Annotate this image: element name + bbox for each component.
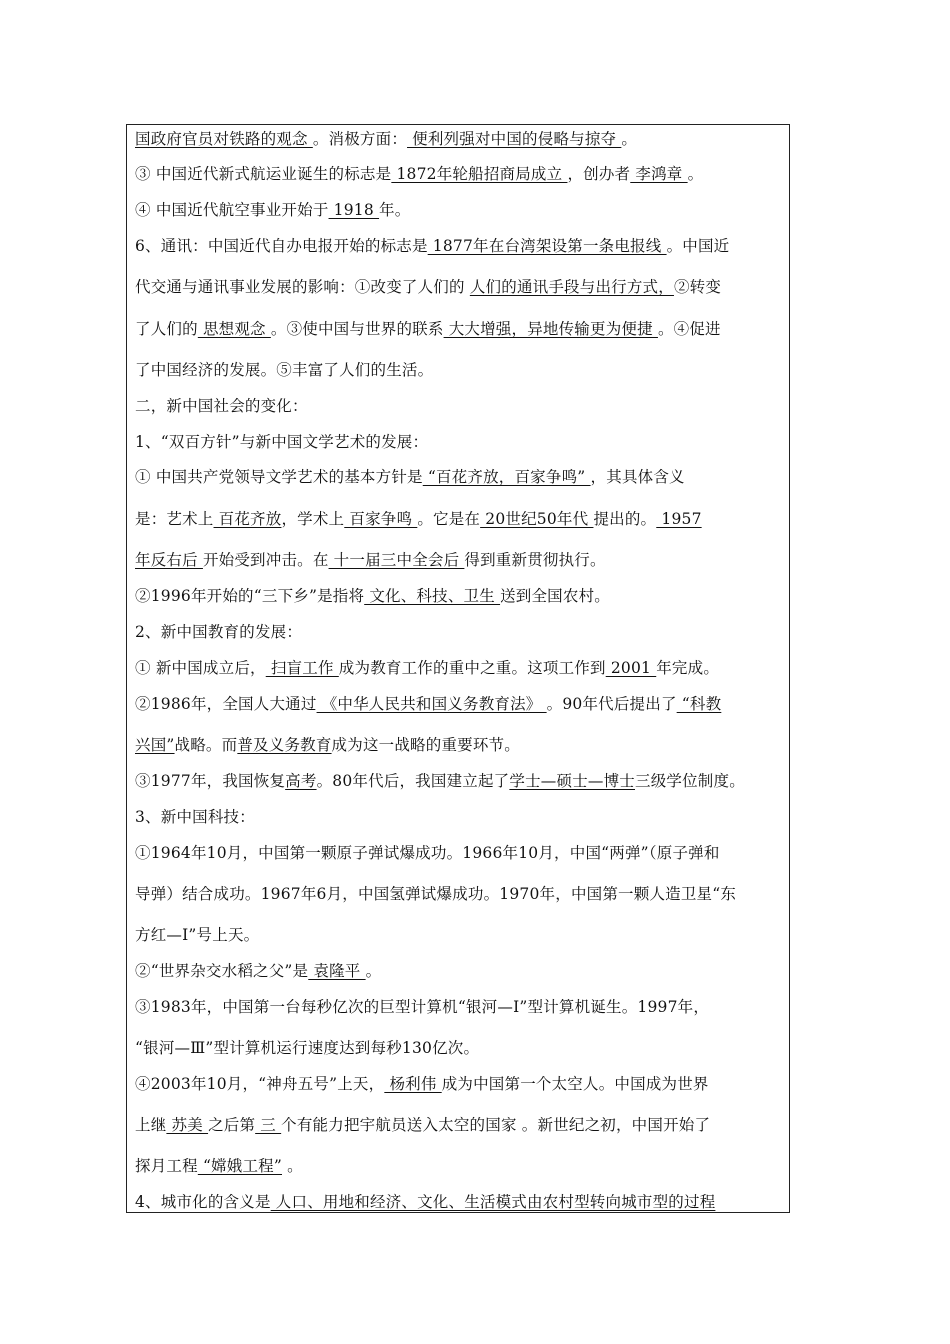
- text-line: [135, 200, 785, 220]
- text-segment: ，学术上: [281, 510, 345, 528]
- text-segment: 方红—Ⅰ”号上天。: [135, 926, 260, 944]
- text-segment: ②“世界杂交水稻之父”是: [135, 962, 309, 980]
- text-segment: ②1996年开始的“三下乡”是指将: [135, 587, 365, 605]
- text-segment: 。90年代后提出了: [546, 695, 677, 713]
- text-segment: 。消极方面：: [312, 130, 408, 148]
- underlined-answer: 《中华人民共和国义务教育法》: [316, 695, 547, 713]
- underlined-answer: 百花齐放: [213, 510, 282, 528]
- underlined-answer: 普及义务教育: [237, 736, 332, 754]
- text-line: [135, 319, 785, 339]
- underlined-answer: 兴国”: [135, 736, 175, 754]
- text-line: [135, 509, 785, 529]
- text-segment: 。80年代后，我国建立起了: [316, 772, 510, 790]
- text-segment: 之后第: [208, 1116, 256, 1134]
- underlined-answer: “百花齐放，百家争鸣”: [422, 468, 591, 486]
- text-segment: ④2003年10月，“神舟五号”上天，: [135, 1075, 385, 1093]
- text-segment: ②转变: [673, 278, 722, 296]
- text-line: [135, 277, 785, 297]
- text-line: [135, 467, 785, 487]
- text-line: [135, 771, 785, 791]
- text-segment: 开始受到冲击。在: [202, 551, 329, 569]
- text-segment: ，其具体含义: [590, 468, 685, 486]
- text-segment: 上继: [135, 1116, 167, 1134]
- underlined-answer: 苏美: [166, 1116, 209, 1134]
- text-segment: 。: [282, 1157, 303, 1175]
- text-line: [135, 1074, 785, 1094]
- text-segment: 成为这一战略的重要环节。: [331, 736, 520, 754]
- text-line: [135, 843, 785, 863]
- underlined-answer: 人口、用地和经济、文化、生活模式由农村型转向城市型的过程: [270, 1193, 716, 1211]
- text-line: [135, 550, 785, 570]
- text-line: [135, 1192, 785, 1212]
- underlined-answer: 百家争鸣: [344, 510, 418, 528]
- underlined-answer: 便利列强对中国的侵略与掠夺: [407, 130, 622, 148]
- text-segment: ③ 中国近代新式航运业诞生的标志是: [135, 165, 392, 183]
- text-line: [135, 432, 785, 452]
- text-line: [135, 129, 785, 149]
- text-line: [135, 884, 785, 904]
- text-line: [135, 997, 785, 1017]
- text-segment: 。④促进: [657, 320, 721, 338]
- underlined-answer: 高考: [285, 772, 317, 790]
- underlined-answer: 文化、科技、卫生: [364, 587, 501, 605]
- text-segment: 年。: [379, 201, 411, 219]
- underlined-answer: 学士—硕士—博士: [509, 772, 635, 790]
- text-segment: 。: [687, 165, 704, 183]
- underlined-answer: 大大增强，异地传输更为便捷: [443, 320, 658, 338]
- text-segment: 导弹）结合成功。1967年6月，中国氢弹试爆成功。1970年，中国第一颗人造卫星“东: [135, 885, 737, 903]
- underlined-answer: 十一届三中全会后: [328, 551, 465, 569]
- text-segment: 。中国近: [666, 237, 730, 255]
- underlined-answer: 袁隆平: [308, 962, 366, 980]
- underlined-answer: 三: [255, 1116, 282, 1134]
- text-line: [135, 694, 785, 714]
- text-segment: 了中国经济的发展。⑤丰富了人们的生活。: [135, 361, 434, 379]
- underlined-answer: 20世纪50年代: [480, 510, 594, 528]
- underlined-answer: 人们的通讯手段与出行方式，: [469, 278, 674, 296]
- text-line: [135, 658, 785, 678]
- underlined-answer: 2001: [605, 659, 657, 677]
- text-line: [135, 925, 785, 945]
- text-line: [135, 360, 785, 380]
- text-segment: ④ 中国近代航空事业开始于: [135, 201, 329, 219]
- text-segment: 。: [621, 130, 638, 148]
- text-segment: ③1977年，我国恢复: [135, 772, 286, 790]
- underlined-answer: “科教: [676, 695, 722, 713]
- text-segment: 2、新中国教育的发展：: [135, 623, 303, 641]
- text-segment: ②1986年，全国人大通过: [135, 695, 317, 713]
- underlined-answer: 思想观念: [197, 320, 271, 338]
- text-segment: 个有能力把宇航员送入太空的国家 。新世纪之初，中国开始了: [281, 1116, 711, 1134]
- text-segment: 成为中国第一个太空人。中国成为世界: [441, 1075, 709, 1093]
- underlined-answer: 1872年轮船招商局成立: [391, 165, 568, 183]
- text-segment: 成为教育工作的重中之重。这项工作到: [338, 659, 606, 677]
- text-segment: 1、“双百方针”与新中国文学艺术的发展：: [135, 433, 429, 451]
- text-segment: 得到重新贯彻执行。: [464, 551, 606, 569]
- text-segment: 。③使中国与世界的联系: [270, 320, 444, 338]
- underlined-answer: “嫦娥工程”: [197, 1157, 282, 1175]
- text-segment: 提出的。: [593, 510, 657, 528]
- text-line: [135, 1156, 785, 1176]
- text-line: [135, 396, 785, 416]
- text-segment: ①1964年10月，中国第一颗原子弹试爆成功。1966年10月，中国“两弹”（原子弹和: [135, 844, 720, 862]
- underlined-answer: 李鸿章: [630, 165, 688, 183]
- text-line: [135, 961, 785, 981]
- text-segment: ，创办者: [567, 165, 631, 183]
- text-segment: 代交通与通讯事业发展的影响：①改变了人们的: [135, 278, 470, 296]
- underlined-answer: 扫盲工作: [265, 659, 339, 677]
- text-line: [135, 807, 785, 827]
- text-line: [135, 735, 785, 755]
- underlined-answer: 1918: [328, 201, 380, 219]
- text-line: [135, 1038, 785, 1058]
- text-line: [135, 236, 785, 256]
- text-segment: ① 新中国成立后，: [135, 659, 266, 677]
- text-segment: 4、城市化的含义是: [135, 1193, 271, 1211]
- underlined-answer: 1957: [656, 510, 702, 528]
- text-segment: 6、通讯：中国近代自办电报开始的标志是: [135, 237, 428, 255]
- text-segment: ① 中国共产党领导文学艺术的基本方针是: [135, 468, 423, 486]
- underlined-answer: 年反右后: [135, 551, 203, 569]
- underlined-answer: 杨利伟: [384, 1075, 442, 1093]
- underlined-answer: 1877年在台湾架设第一条电报线: [427, 237, 667, 255]
- text-line: [135, 622, 785, 642]
- text-segment: 。: [365, 962, 382, 980]
- text-segment: 二，新中国社会的变化：: [135, 397, 308, 415]
- text-segment: 战略。而: [174, 736, 238, 754]
- underlined-answer: 国政府官员对铁路的观念: [135, 130, 313, 148]
- text-segment: 3、新中国科技：: [135, 808, 255, 826]
- text-segment: 了人们的: [135, 320, 198, 338]
- text-segment: 是：艺术上: [135, 510, 214, 528]
- text-segment: ③1983年，中国第一台每秒亿次的巨型计算机“银河—Ⅰ”型计算机诞生。1997年，: [135, 998, 710, 1016]
- text-segment: 三级学位制度。: [635, 772, 745, 790]
- text-line: [135, 1115, 785, 1135]
- text-segment: “银河—Ⅲ”型计算机运行速度达到每秒130亿次。: [135, 1039, 480, 1057]
- text-segment: 年完成。: [656, 659, 720, 677]
- text-segment: 探月工程: [135, 1157, 198, 1175]
- text-line: [135, 586, 785, 606]
- text-segment: 送到全国农村。: [500, 587, 610, 605]
- text-line: [135, 164, 785, 184]
- text-segment: 。它是在: [417, 510, 481, 528]
